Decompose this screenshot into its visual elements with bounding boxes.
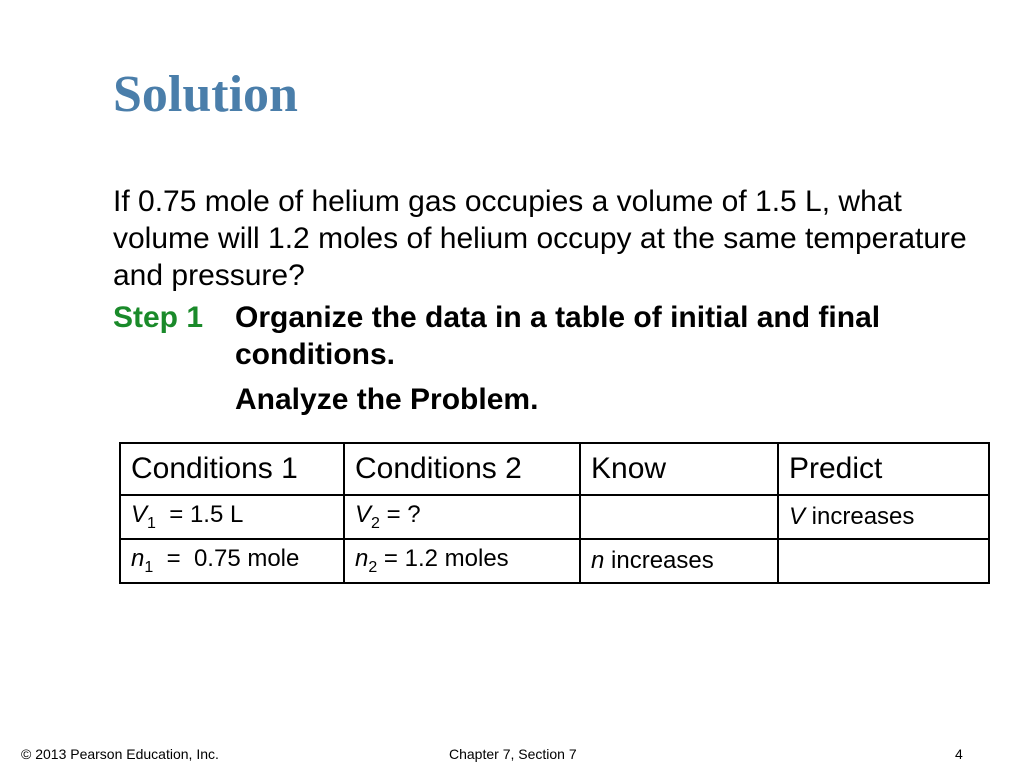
- table-row: [120, 539, 989, 583]
- cell-final-volume: $V_2$ = ?: [344, 495, 580, 539]
- conditions-table: [119, 442, 990, 584]
- slide-title: Solution: [113, 66, 298, 123]
- page-number: 4: [955, 746, 963, 762]
- question-text: If 0.75 mole of helium gas occupies a volume of 1.5 L, what volume will 1.2 moles of helium occupy at the same temperature and pressure?: [113, 185, 967, 292]
- step-instruction: Organize the data in a table of initial and final conditions.: [235, 301, 881, 371]
- step-label: Step 1: [113, 301, 204, 334]
- table-header-row: [120, 443, 989, 495]
- cell-initial-volume: $V_1 = 1.5$ L: [120, 495, 344, 539]
- cell-predict-empty: [778, 539, 989, 583]
- step-subheading: Analyze the Problem.: [235, 383, 539, 416]
- cell-know-moles: n increases: [580, 539, 778, 583]
- cell-predict-volume: V increases: [778, 495, 989, 539]
- header-conditions-1: Conditions 1: [120, 443, 344, 495]
- header-know: Know: [580, 443, 778, 495]
- table-row: [120, 495, 989, 539]
- chapter-footer: Chapter 7, Section 7: [449, 746, 577, 762]
- header-conditions-2: Conditions 2: [344, 443, 580, 495]
- cell-final-moles: $n_2 = 1.2$ moles: [344, 539, 580, 583]
- copyright-footer: © 2013 Pearson Education, Inc.: [21, 746, 219, 762]
- cell-initial-moles: $n_1 = 0.75$ mole: [120, 539, 344, 583]
- cell-know-empty: [580, 495, 778, 539]
- header-predict: Predict: [778, 443, 989, 495]
